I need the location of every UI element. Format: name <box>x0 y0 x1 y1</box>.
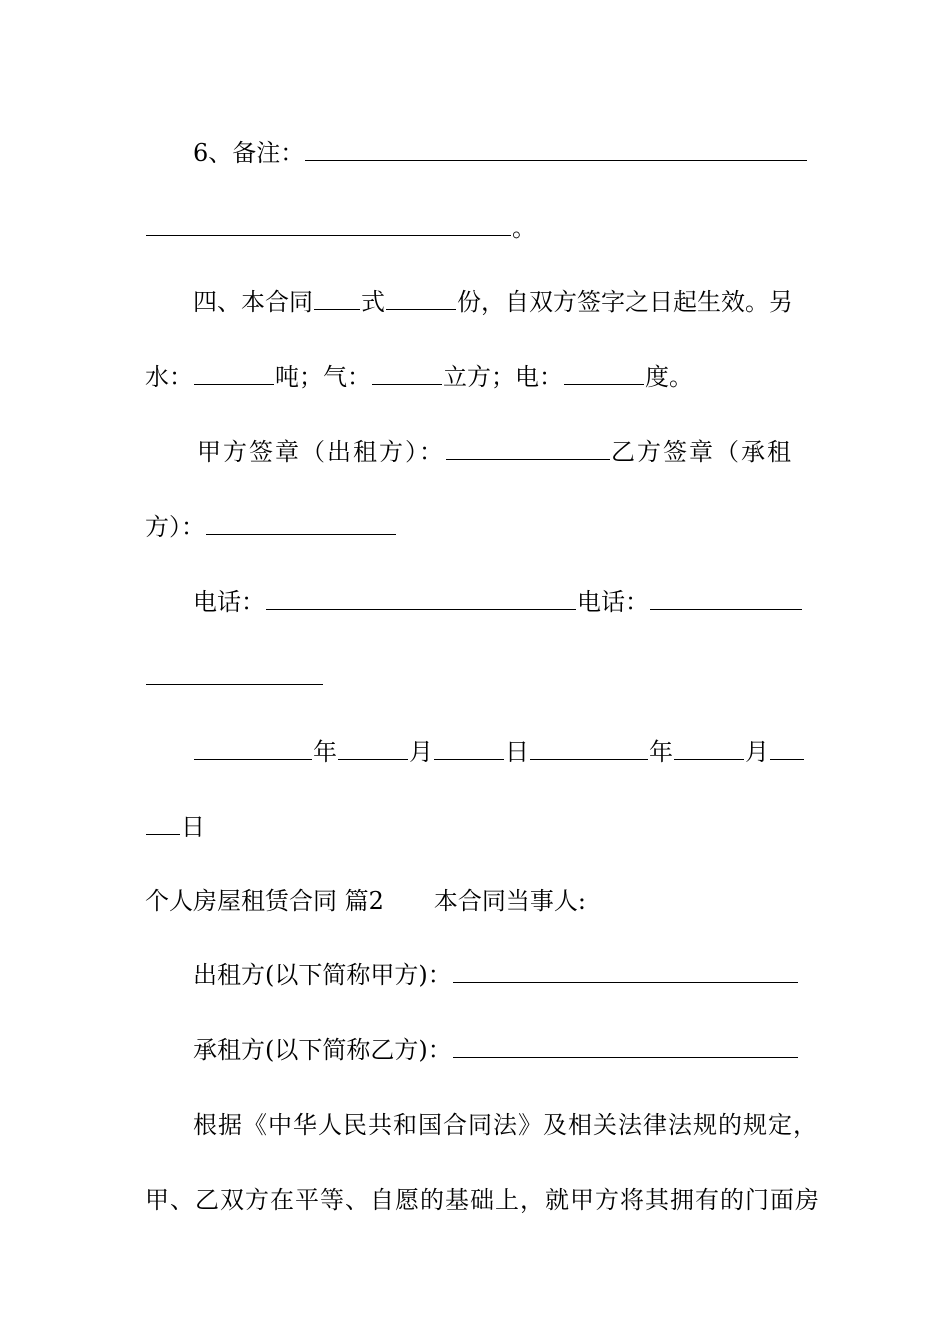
lessor-line <box>193 960 799 990</box>
phone-label-a: 电话： <box>193 588 265 616</box>
month-b-blank <box>674 741 744 760</box>
gas-blank <box>372 366 442 385</box>
remark-blank-continued <box>146 217 511 236</box>
basis-line-2 <box>145 1185 820 1215</box>
year-a-blank <box>194 741 312 760</box>
parties-label: 本合同当事人: <box>433 887 586 915</box>
month-a-label: 月 <box>409 738 433 766</box>
party-b-sign-label-cont: 方）： <box>145 513 205 541</box>
day-b-blank <box>770 741 804 760</box>
phone-b-blank-continued <box>146 666 323 685</box>
remark-label: 6、备注： <box>193 139 305 167</box>
lessee-blank <box>453 1039 798 1058</box>
clause4-text-b: 式 <box>361 288 385 316</box>
lessor-label: 出租方(以下简称甲方)： <box>193 961 452 989</box>
month-b-label: 月 <box>745 738 769 766</box>
date-line <box>193 737 805 767</box>
lessee-label: 承租方(以下简称乙方)： <box>193 1036 452 1064</box>
party-a-sign-blank <box>446 441 610 460</box>
lessor-blank <box>453 964 798 983</box>
section-title: 个人房屋租赁合同 篇2 <box>145 887 384 915</box>
utilities-line <box>145 362 693 392</box>
electricity-unit: 度。 <box>645 363 693 391</box>
day-a-blank <box>434 741 504 760</box>
phone-label-b: 电话： <box>577 588 649 616</box>
signature-continuation-line <box>145 512 397 542</box>
phone-a-blank <box>266 591 576 610</box>
section-heading-line <box>145 886 586 916</box>
clause4-line <box>193 287 793 317</box>
water-blank <box>194 366 274 385</box>
day-b-label: 日 <box>181 813 205 841</box>
date-continuation-line <box>145 812 205 842</box>
year-b-blank <box>530 741 648 760</box>
copies-format-blank <box>314 291 360 310</box>
signature-line <box>197 437 793 467</box>
day-b-blank-continued <box>146 816 180 835</box>
water-label: 水： <box>145 363 193 391</box>
year-a-label: 年 <box>313 738 337 766</box>
remark-continuation-line <box>145 213 536 243</box>
year-b-label: 年 <box>649 738 673 766</box>
month-a-blank <box>338 741 408 760</box>
gas-unit: 立方；电： <box>443 363 563 391</box>
party-b-sign-blank <box>206 516 396 535</box>
day-a-label: 日 <box>505 738 529 766</box>
lessee-line <box>193 1035 799 1065</box>
water-unit: 吨；气： <box>275 363 371 391</box>
phone-b-blank <box>650 591 802 610</box>
copies-count-blank <box>386 291 456 310</box>
phone-continuation-line <box>145 662 324 692</box>
clause4-text-a: 四、本合同 <box>193 288 313 316</box>
remark-line <box>193 138 808 168</box>
basis-text-1: 根据《中华人民共和国合同法》及相关法律法规的规定， <box>193 1111 818 1139</box>
clause4-text-c: 份，自双方签字之日起生效。另 <box>457 288 793 316</box>
remark-blank <box>305 142 807 161</box>
period: 。 <box>512 214 536 242</box>
electricity-blank <box>564 366 644 385</box>
basis-line-1 <box>193 1110 818 1140</box>
party-a-sign-label: 甲方签章（出租方）： <box>197 438 445 466</box>
party-b-sign-label: 乙方签章（承租 <box>611 438 793 466</box>
phone-line <box>193 587 803 617</box>
basis-text-2: 甲、乙双方在平等、自愿的基础上，就甲方将其拥有的门面房 <box>145 1186 820 1214</box>
